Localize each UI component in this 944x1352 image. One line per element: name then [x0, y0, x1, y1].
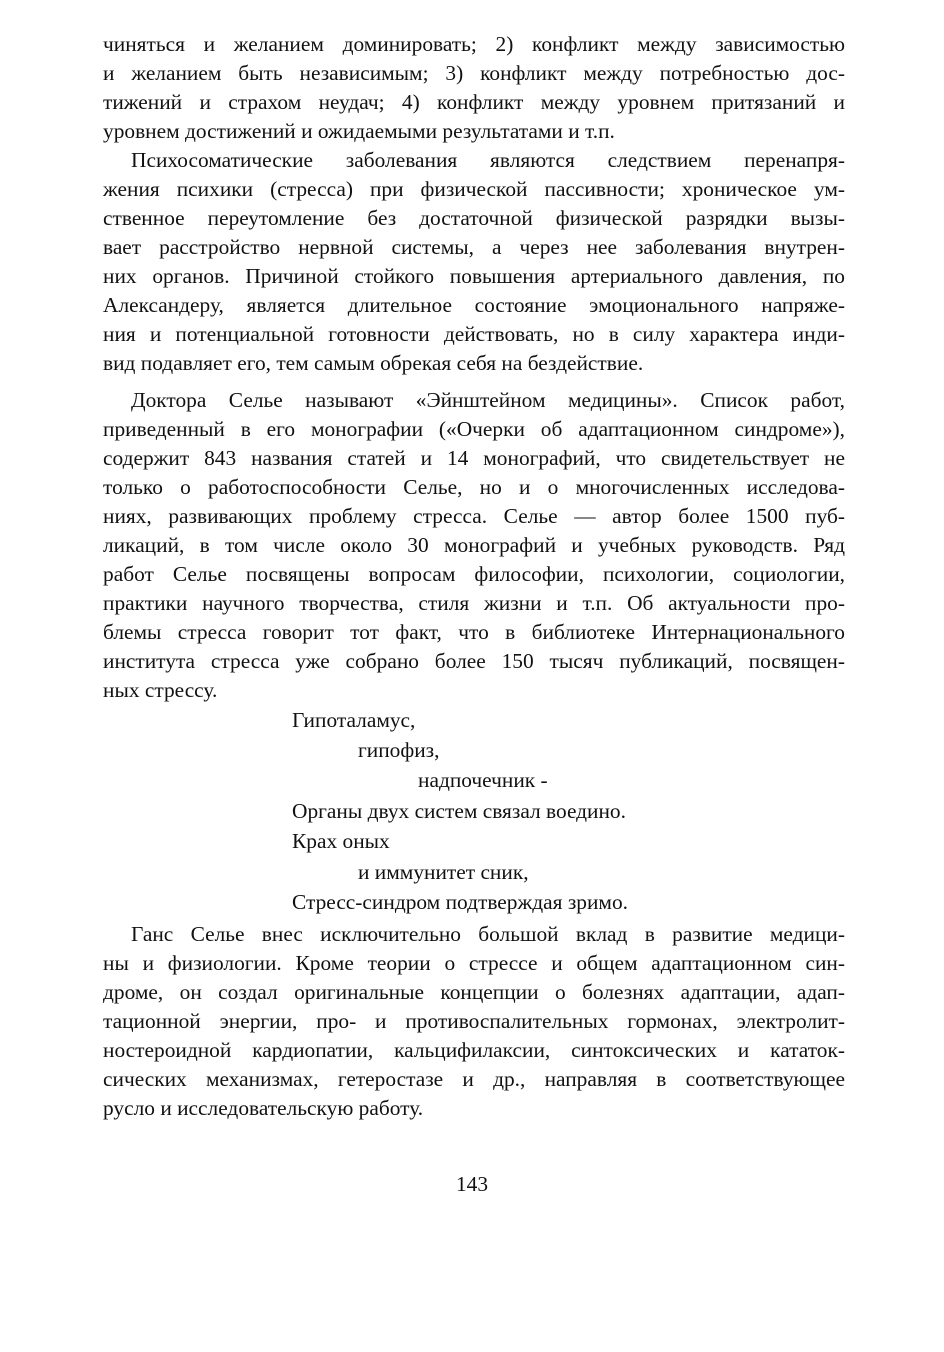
text-line: содержит 843 названия статей и 14 монографий, что свидетельствует не: [103, 446, 845, 470]
text-line: тационной энергии, про- и противоспалительных гормонах, электролит-: [103, 1009, 845, 1033]
text-line: и желанием быть независимым; 3) конфликт между потребностью дос-: [103, 61, 845, 85]
poem-line: Стресс-синдром подтверждая зримо.: [292, 890, 629, 914]
text-line: русло и исследовательскую работу.: [103, 1096, 424, 1120]
text-line: Ганс Селье внес исключительно большой вклад в развитие медици-: [131, 922, 845, 946]
poem-line: гипофиз,: [358, 738, 440, 762]
text-line: них органов. Причиной стойкого повышения артериального давления, по: [103, 264, 845, 288]
poem-line: надпочечник -: [418, 768, 548, 792]
text-line: дроме, он создал оригинальные концепции о болезнях адаптации, адап-: [103, 980, 845, 1004]
text-line: Психосоматические заболевания являются следствием перенапря-: [131, 148, 845, 172]
poem-line: Гипоталамус,: [292, 708, 416, 732]
text-line: ностероидной кардиопатии, кальцифилаксии, синтоксических и кататок-: [103, 1038, 845, 1062]
poem-line: Крах оных: [292, 829, 390, 853]
text-line: сических механизмах, гетеростазе и др., направляя в соответствующее: [103, 1067, 845, 1091]
text-line: ния и потенциальной готовности действовать, но в силу характера инди-: [103, 322, 845, 346]
text-line: ны и физиологии. Кроме теории о стрессе и общем адаптационном син-: [103, 951, 845, 975]
poem-line: и иммунитет сник,: [358, 860, 529, 884]
text-line: ликаций, в том числе около 30 монографий и учебных руководств. Ряд: [103, 533, 845, 557]
text-line: ниях, развивающих проблему стресса. Селье — автор более 1500 пуб-: [103, 504, 845, 528]
text-line: жения психики (стресса) при физической пассивности; хроническое ум-: [103, 177, 845, 201]
page-number: 143: [455, 1172, 489, 1196]
text-line: уровнем достижений и ожидаемыми результатами и т.п.: [103, 119, 615, 143]
poem-line: Органы двух систем связал воедино.: [292, 799, 626, 823]
text-line: института стресса уже собрано более 150 тысяч публикаций, посвящен-: [103, 649, 845, 673]
text-line: работ Селье посвящены вопросам философии, психологии, социологии,: [103, 562, 845, 586]
text-line: приведенный в его монографии («Очерки об адаптационном синдроме»),: [103, 417, 845, 441]
text-line: Доктора Селье называют «Эйнштейном медицины». Список работ,: [131, 388, 845, 412]
text-line: практики научного творчества, стиля жизни и т.п. Об актуальности про-: [103, 591, 845, 615]
text-line: ственное переутомление без достаточной физической разрядки вызы-: [103, 206, 845, 230]
text-line: только о работоспособности Селье, но и о многочисленных исследова-: [103, 475, 845, 499]
text-line: тижений и страхом неудач; 4) конфликт между уровнем притязаний и: [103, 90, 845, 114]
text-line: вид подавляет его, тем самым обрекая себя на бездействие.: [103, 351, 644, 375]
text-line: чиняться и желанием доминировать; 2) конфликт между зависимостью: [103, 32, 845, 56]
text-line: вает расстройство нервной системы, а через нее заболевания внутрен-: [103, 235, 845, 259]
text-line: Александеру, является длительное состояние эмоционального напряже-: [103, 293, 845, 317]
text-line: блемы стресса говорит тот факт, что в библиотеке Интернационального: [103, 620, 845, 644]
text-line: ных стрессу.: [103, 678, 218, 702]
